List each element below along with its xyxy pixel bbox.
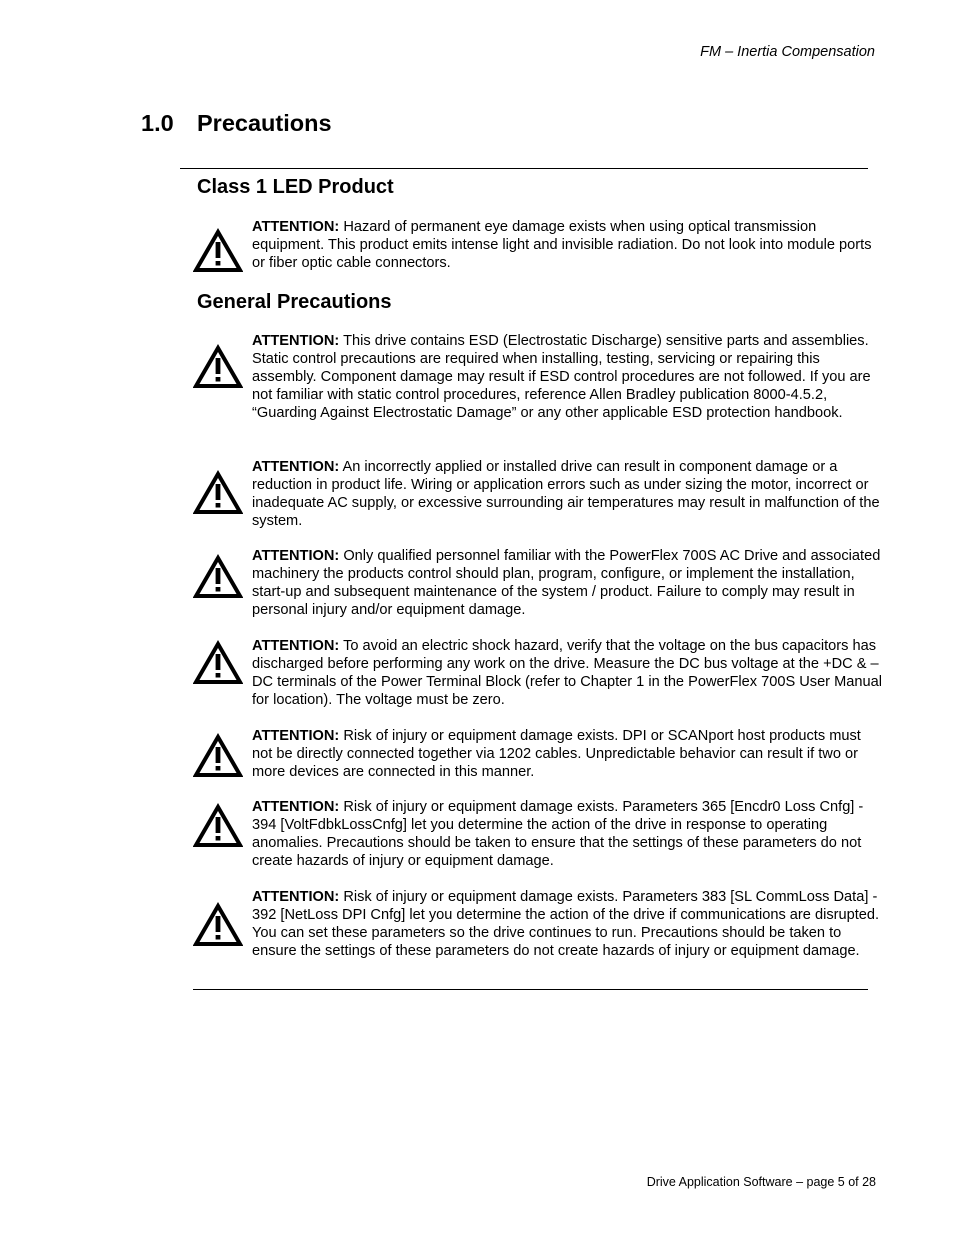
notice-body: Hazard of permanent eye damage exists when using optical transmission equipment. This product emits intense light and invisible radiation. Do not look into module ports or fiber optic cable connectors.: [252, 219, 872, 271]
notice-text: [252, 798, 882, 870]
notice-body: Risk of injury or equipment damage exists. Parameters 365 [Encdr0 Loss Cnfg] - 394 [VoltFdbkLossCnfg] let you determine the action of the drive in response to operating anomalies. Precautions should be taken to ensure that the settings of these parameters do not create hazards of injury or equipment damage.: [252, 799, 864, 869]
notice-text: [252, 727, 882, 781]
attention-label: ATTENTION:: [252, 728, 340, 744]
warning-triangle-icon: [193, 733, 243, 778]
notice-body: Only qualified personnel familiar with the PowerFlex 700S AC Drive and associated machinery the products control should plan, program, configure, or implement the installation, start-up and subsequent maintenance of the system / product. Failure to comply may result in personal injury and/or equipment damage.: [252, 548, 881, 618]
attention-label: ATTENTION:: [252, 638, 340, 654]
warning-triangle-icon: [193, 640, 243, 685]
notice-text: [252, 458, 882, 530]
notice-text: [252, 547, 882, 619]
notice-text: [252, 332, 882, 422]
notice-text: [252, 637, 882, 709]
attention-label: ATTENTION:: [252, 219, 340, 235]
notice-body: An incorrectly applied or installed drive can result in component damage or a reduction in product life. Wiring or application errors such as under sizing the motor, incorrect or inadequate AC supply, or excessive surrounding air temperatures may result in malfunction of the system.: [252, 459, 880, 529]
notice-body: Risk of injury or equipment damage exists. DPI or SCANport host products must not be directly connected together via 1202 cables. Unpredictable behavior can result if two or more devices are connected in this manner.: [252, 728, 861, 780]
notice-body: To avoid an electric shock hazard, verify that the voltage on the bus capacitors has discharged before performing any work on the drive. Measure the DC bus voltage at the +DC & –DC terminals of the Power Terminal Block (refer to Chapter 1 in the PowerFlex 700S User Manual for location). The voltage must be zero.: [252, 638, 882, 708]
warning-triangle-icon: [193, 228, 243, 273]
attention-label: ATTENTION:: [252, 333, 340, 349]
subheading-class1-led: Class 1 LED Product: [197, 176, 394, 198]
subheading-general-precautions: General Precautions: [197, 291, 392, 313]
warning-triangle-icon: [193, 803, 243, 848]
section-title: [141, 110, 332, 137]
warning-triangle-icon: [193, 902, 243, 947]
notice-text: [252, 218, 882, 272]
top-divider: [180, 168, 868, 169]
running-header: FM – Inertia Compensation: [700, 44, 875, 60]
warning-triangle-icon: [193, 554, 243, 599]
warning-triangle-icon: [193, 344, 243, 389]
notice-text: [252, 888, 882, 960]
attention-label: ATTENTION:: [252, 459, 340, 475]
section-title-text: Precautions: [197, 110, 332, 136]
attention-label: ATTENTION:: [252, 889, 340, 905]
warning-triangle-icon: [193, 470, 243, 515]
bottom-divider: [193, 989, 868, 990]
attention-label: ATTENTION:: [252, 548, 340, 564]
section-number: 1.0: [141, 110, 174, 136]
running-footer: Drive Application Software – page 5 of 28: [646, 1175, 876, 1189]
notice-body: This drive contains ESD (Electrostatic Discharge) sensitive parts and assemblies. Static control precautions are required when installing, testing, servicing or repairing this assembly. Component damage may result if ESD control procedures are not followed. If you are not familiar with static control procedures, reference Allen Bradley publication 8000-4.5.2, “Guarding Against Electrostatic Damage” or any other applicable ESD protection handbook.: [252, 333, 871, 421]
attention-label: ATTENTION:: [252, 799, 340, 815]
notice-body: Risk of injury or equipment damage exists. Parameters 383 [SL CommLoss Data] - 392 [NetLoss DPI Cnfg] let you determine the action of the drive if communications are disrupted. You can set these parameters so the drive continues to run. Precautions should be taken to ensure the settings of these parameters do not create hazards of injury or equipment damage.: [252, 889, 880, 959]
